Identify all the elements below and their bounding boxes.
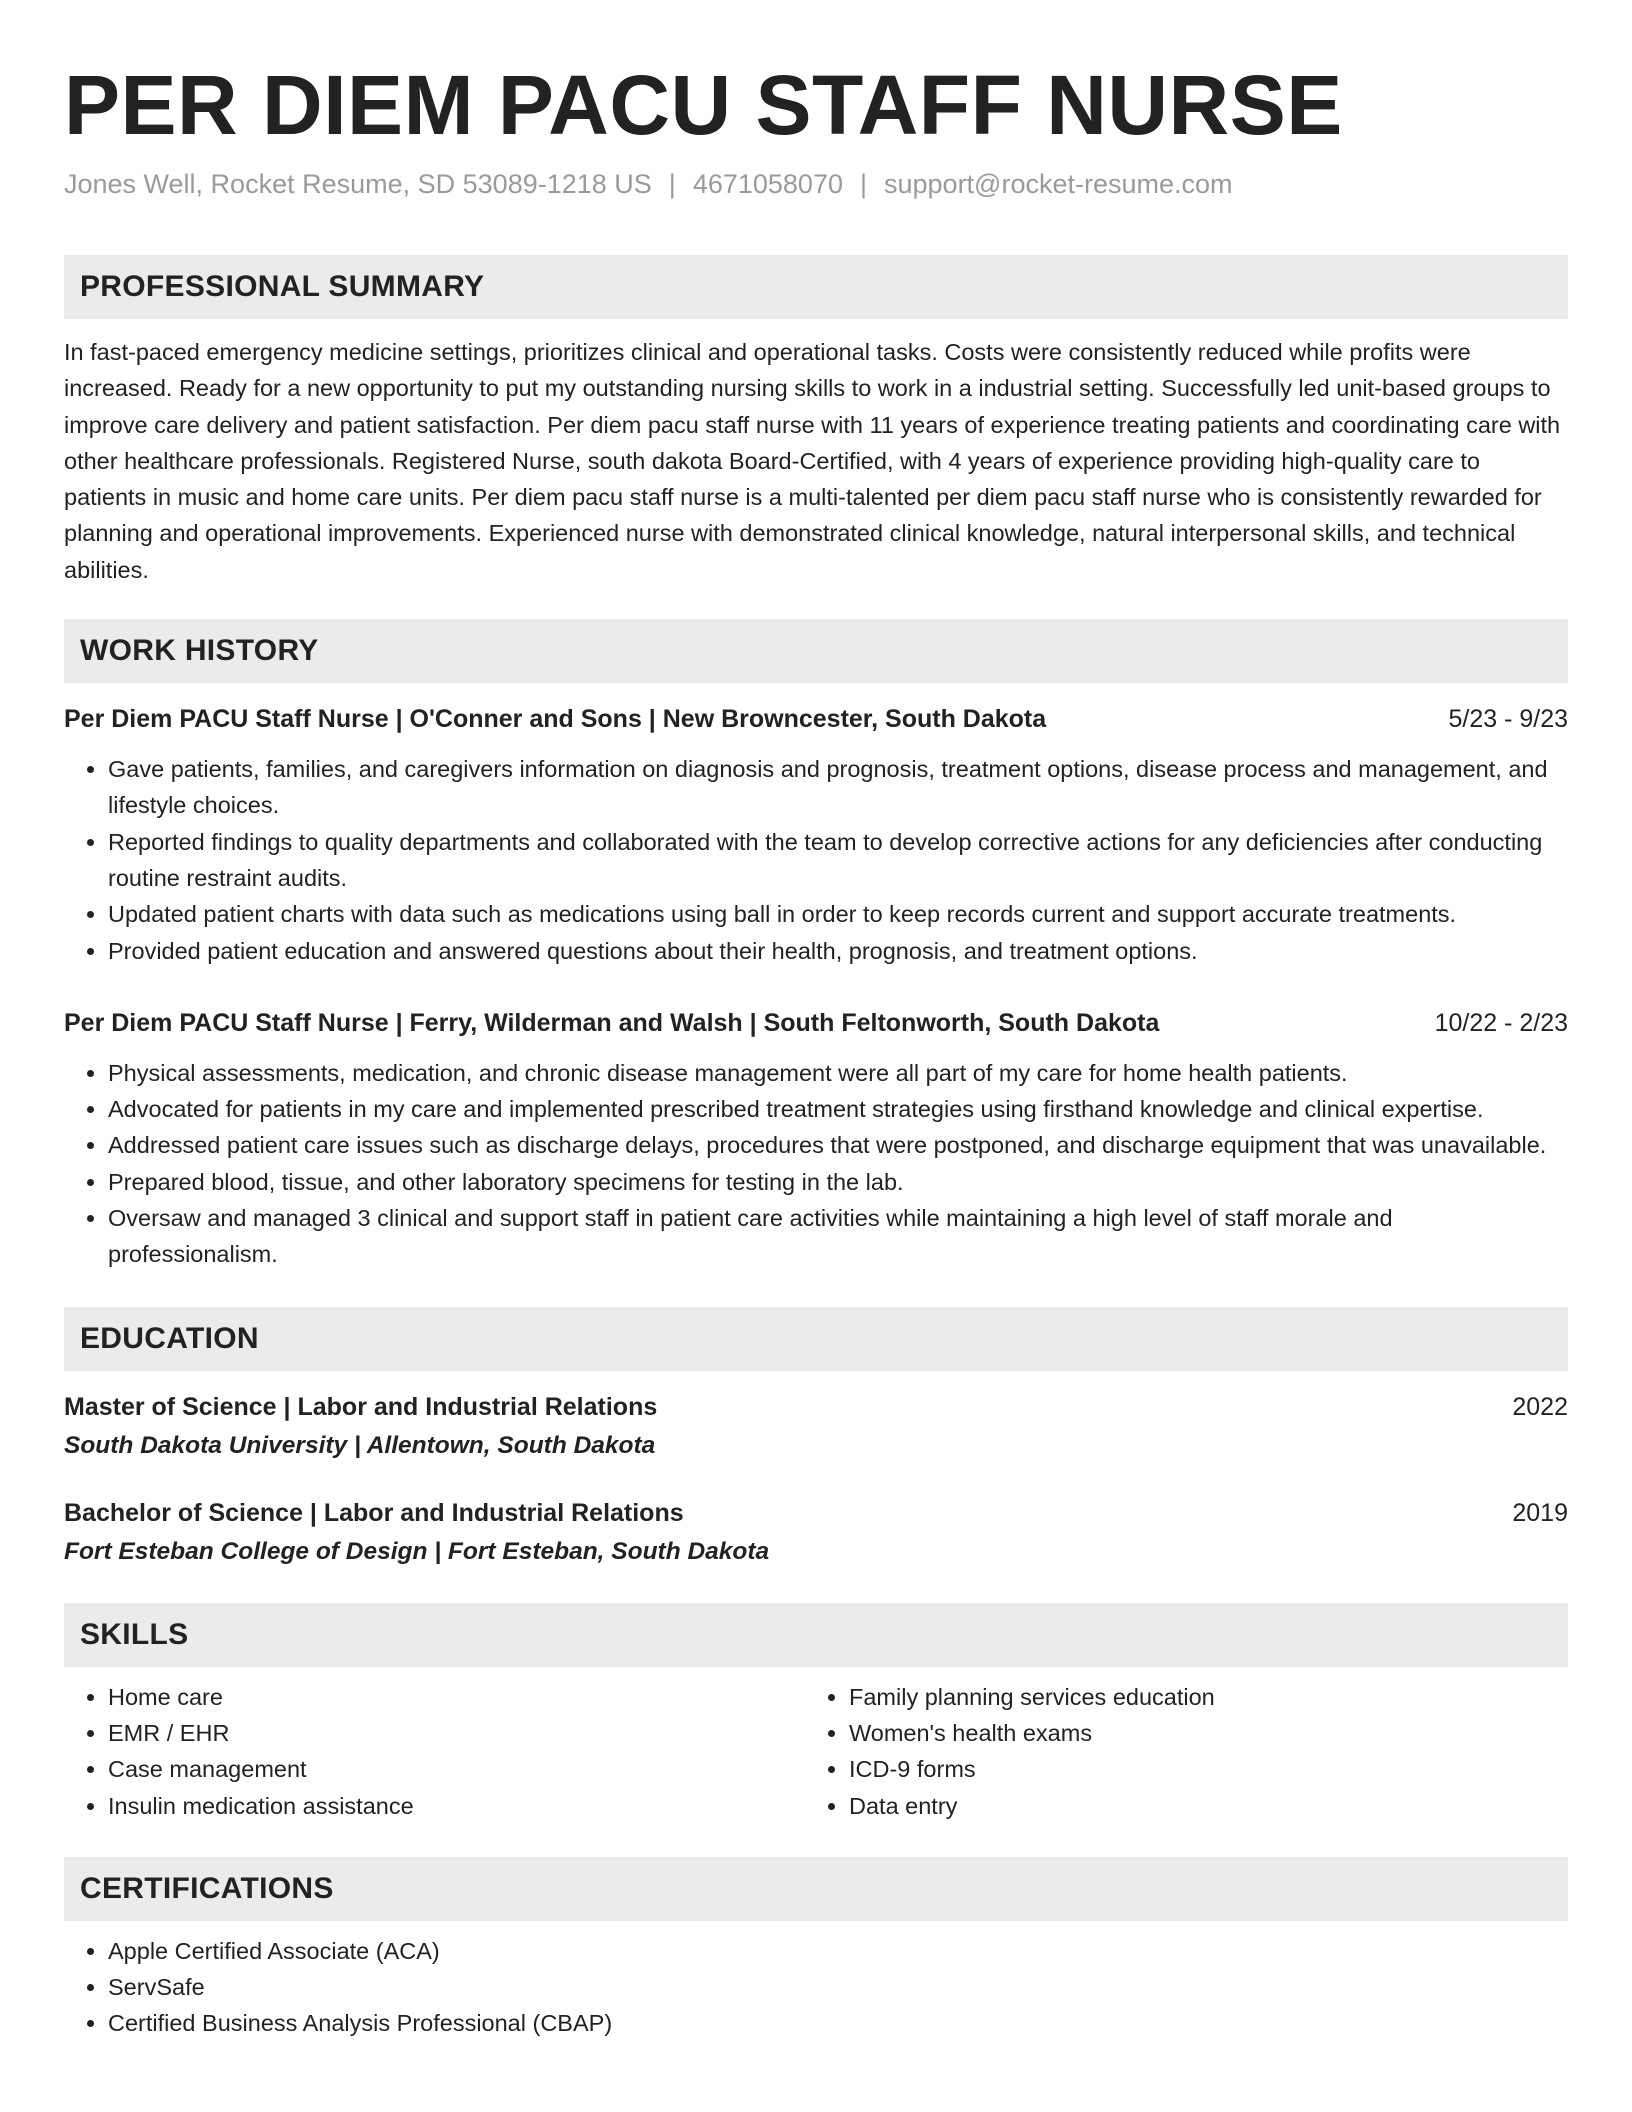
contact-line [64, 164, 1568, 204]
job-header [64, 1005, 1568, 1041]
skills-column-left [64, 1679, 805, 1824]
job-entry [64, 1005, 1568, 1273]
section-header-education [64, 1307, 1568, 1371]
section-title-skills: SKILLS [80, 1617, 189, 1651]
contact-email: support@rocket-resume.com [884, 169, 1233, 199]
graduation-year: 2019 [1512, 1498, 1568, 1527]
education-header [64, 1389, 1568, 1425]
education-entry [64, 1389, 1568, 1465]
section-header-work [64, 619, 1568, 683]
job-title: Per Diem PACU Staff Nurse | O'Conner and Sons | New Browncester, South Dakota [64, 705, 1047, 734]
job-bullet: • Physical assessments, medication, and chronic disease management were all part of my care for home health patients. [108, 1055, 1568, 1091]
degree-title: Bachelor of Science | Labor and Industrial Relations [64, 1498, 684, 1527]
job-header [64, 701, 1568, 737]
graduation-year: 2022 [1512, 1392, 1568, 1421]
section-header-skills [64, 1603, 1568, 1667]
job-bullets [64, 751, 1568, 969]
school-name: Fort Esteban College of Design | Fort Esteban, South Dakota [64, 1537, 770, 1565]
certifications-list [64, 1933, 1568, 2042]
certification-item: • ServSafe [108, 1969, 1568, 2005]
school-name: South Dakota University | Allentown, South Dakota [64, 1431, 656, 1459]
contact-separator: | [668, 169, 676, 199]
education-header [64, 1495, 1568, 1531]
education-entry [64, 1495, 1568, 1571]
skill-item: • EMR / EHR [108, 1715, 805, 1751]
contact-address: Jones Well, Rocket Resume, SD 53089-1218 US [64, 169, 652, 199]
section-title-education: EDUCATION [80, 1321, 259, 1355]
job-bullet: • Advocated for patients in my care and implemented prescribed treatment strategies using firsthand knowledge and clinical expertise. [108, 1091, 1568, 1127]
skills-grid [64, 1667, 1568, 1824]
summary-text: In fast-paced emergency medicine settings, prioritizes clinical and operational tasks. Costs were consistently reduced while profits were increased. Ready for a new opportunity to put my outstanding nursing skills to work in a industrial setting. Successfully led unit-based groups to improve care delivery and patient satisfaction. Per diem pacu staff nurse with 11 years of experience treating patients and coordinating care with other healthcare professionals. Registered Nurse, south dakota Board-Certified, with 4 years of experience providing high-quality care to patients in music and home care units. Per diem pacu staff nurse is a multi-talented per diem pacu staff nurse who is consistently rewarded for planning and operational improvements. Experienced nurse with demonstrated clinical knowledge, natural interpersonal skills, and technical abilities. [64, 339, 1561, 583]
section-header-certifications [64, 1857, 1568, 1921]
job-dates: 5/23 - 9/23 [1448, 705, 1568, 734]
skill-item: • ICD-9 forms [849, 1751, 1568, 1787]
certification-item: • Certified Business Analysis Professional (CBAP) [108, 2005, 1568, 2041]
skill-item: • Case management [108, 1751, 805, 1787]
skill-item: • Insulin medication assistance [108, 1788, 805, 1824]
job-bullet: • Gave patients, families, and caregivers information on diagnosis and prognosis, treatment options, disease process and management, and lifestyle choices. [108, 751, 1568, 824]
job-bullet: • Updated patient charts with data such as medications using ball in order to keep records current and support accurate treatments. [108, 896, 1568, 932]
certification-item: • Apple Certified Associate (ACA) [108, 1933, 1568, 1969]
job-dates: 10/22 - 2/23 [1434, 1008, 1568, 1037]
contact-separator: | [859, 169, 867, 199]
skill-item: • Data entry [849, 1788, 1568, 1824]
job-bullet: • Provided patient education and answered questions about their health, prognosis, and treatment options. [108, 933, 1568, 969]
section-header-summary [64, 255, 1568, 319]
section-title-summary: PROFESSIONAL SUMMARY [80, 270, 485, 303]
job-bullets [64, 1055, 1568, 1273]
skill-item: • Family planning services education [849, 1679, 1568, 1715]
job-bullet: • Reported findings to quality departments and collaborated with the team to develop corrective actions for any deficiencies after conducting routine restraint audits. [108, 824, 1568, 897]
job-bullet: • Addressed patient care issues such as discharge delays, procedures that were postponed, and discharge equipment that was unavailable. [108, 1127, 1568, 1163]
section-title-work: WORK HISTORY [80, 634, 319, 668]
skill-item: • Women's health exams [849, 1715, 1568, 1751]
section-title-certifications: CERTIFICATIONS [80, 1871, 334, 1905]
candidate-name: PER DIEM PACU STAFF NURSE [64, 58, 1343, 152]
degree-title: Master of Science | Labor and Industrial Relations [64, 1392, 658, 1421]
job-bullet: • Prepared blood, tissue, and other laboratory specimens for testing in the lab. [108, 1164, 1568, 1200]
job-entry [64, 701, 1568, 969]
contact-phone: 4671058070 [692, 169, 843, 199]
job-title: Per Diem PACU Staff Nurse | Ferry, Wilderman and Walsh | South Feltonworth, South Dakota [64, 1008, 1160, 1037]
skills-column-right [805, 1679, 1568, 1824]
skill-item: • Home care [108, 1679, 805, 1715]
job-bullet: • Oversaw and managed 3 clinical and support staff in patient care activities while maintaining a high level of staff morale and professionalism. [108, 1200, 1568, 1273]
